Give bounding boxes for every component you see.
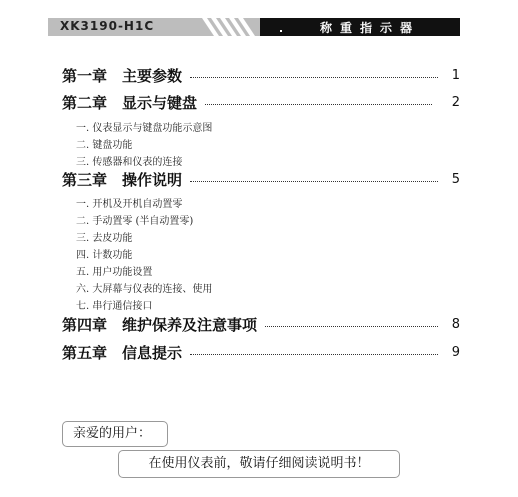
chapter-page: 1 [451,67,460,83]
model-number: XK3190-H1C [60,19,155,33]
toc-section[interactable]: 三. 传感器和仪表的连接 [76,157,183,168]
decorative-stripes [198,18,268,36]
toc-section[interactable]: 六. 大屏幕与仪表的连接、使用 [76,284,213,295]
dot-leader [190,354,438,355]
chapter-number: 第二章 [62,93,108,112]
dot-leader [190,181,438,182]
toc-section[interactable]: 一. 仪表显示与键盘功能示意图 [76,123,213,134]
chapter-number: 第四章 [62,315,108,334]
chapter-name: 主要参数 [122,66,183,85]
chapter-page: 9 [451,344,460,360]
chapter-name: 显示与键盘 [122,93,198,112]
chapter-page: 8 [451,316,460,332]
dot-leader [190,77,438,78]
header-dot [280,30,282,32]
chapter-name: 维护保养及注意事项 [122,315,258,334]
toc-section[interactable]: 二. 手动置零 (半自动置零) [76,216,194,227]
notice-box: 在使用仪表前，敬请仔细阅读说明书！ [118,450,400,478]
chapter-name: 操作说明 [122,170,183,189]
chapter-number: 第三章 [62,170,108,189]
dot-leader [205,104,432,105]
toc-chapter-5[interactable] [62,342,460,362]
toc-section[interactable]: 一. 开机及开机自动置零 [76,199,183,210]
chapter-name: 信息提示 [122,343,183,362]
toc-section[interactable]: 三. 去皮功能 [76,233,133,244]
document-header [48,18,460,36]
toc-chapter-4[interactable] [62,314,460,334]
greeting-box: 亲爱的用户： [62,421,168,447]
dot-leader [265,326,438,327]
toc-section[interactable]: 五. 用户功能设置 [76,267,153,278]
document-title: 称重指示器 [319,21,420,35]
chapter-page: 5 [451,171,460,187]
chapter-number: 第五章 [62,343,108,362]
toc-chapter-2[interactable] [62,92,460,112]
toc-section[interactable]: 四. 计数功能 [76,250,133,261]
chapter-page: 2 [451,94,460,110]
toc-section[interactable]: 七. 串行通信接口 [76,301,153,312]
toc-section[interactable]: 二. 键盘功能 [76,140,133,151]
chapter-number: 第一章 [62,66,108,85]
toc-chapter-3[interactable] [62,169,460,189]
toc-chapter-1[interactable] [62,65,460,85]
